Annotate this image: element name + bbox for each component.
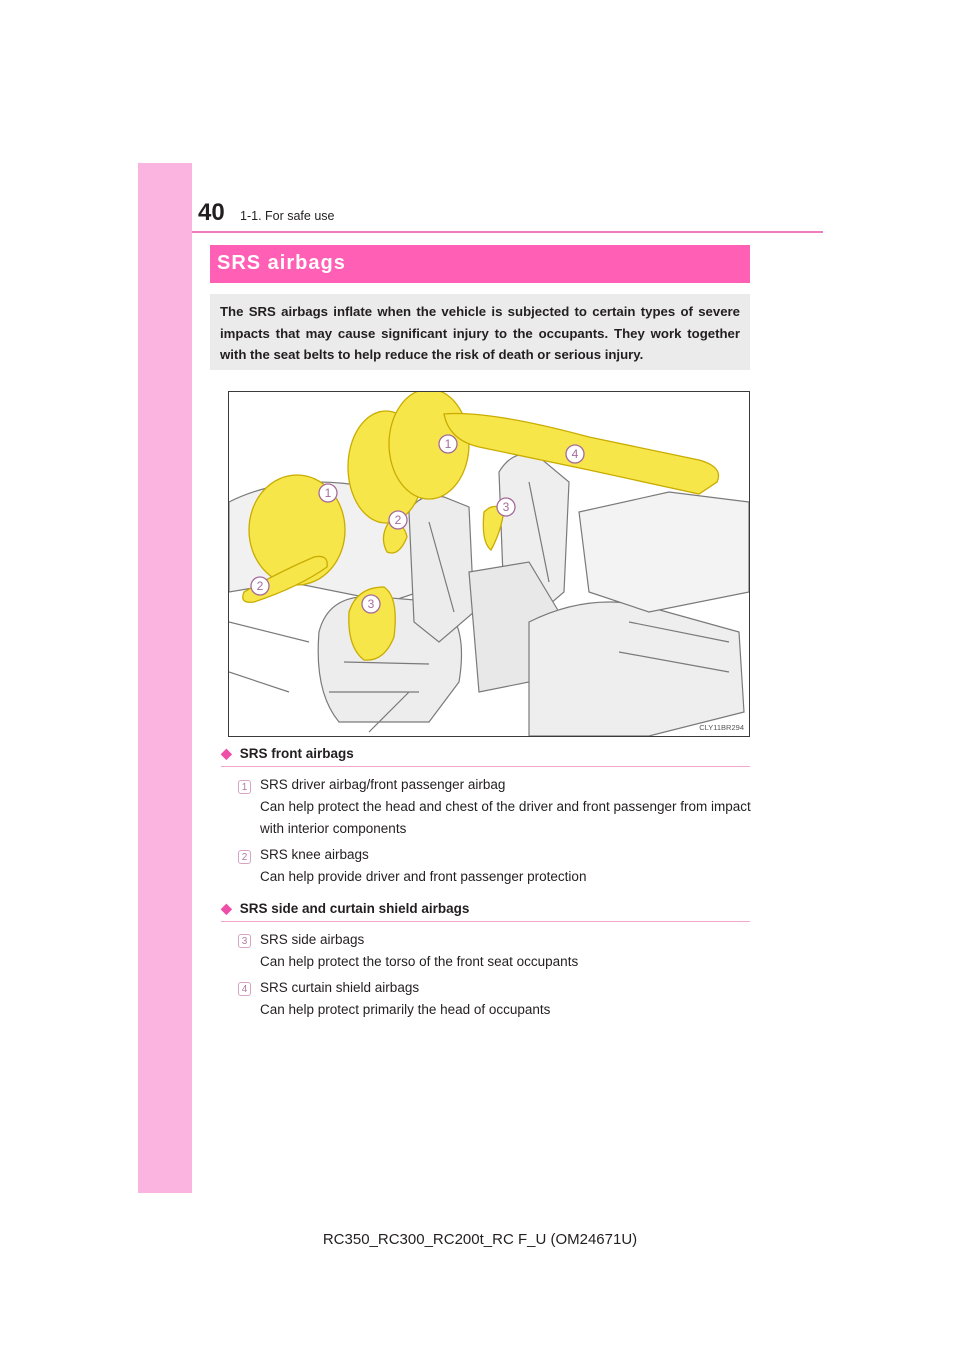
list-item [260,929,752,973]
airbag-diagram [229,392,749,736]
item-description: Can help protect primarily the head of occupants [260,1002,551,1017]
figure-code: CLY11BR294 [699,723,744,732]
subheading-side-curtain-airbags [221,901,469,916]
intro-text: The SRS airbags inflate when the vehicle is subjected to certain types of severe impacts that may cause significant injury to the occupants. They work together with the seat belts to help reduce the risk of death or serious injury. [220,304,740,362]
diamond-bullet-icon: ◆ [221,745,232,761]
page-number: 40 [198,199,225,226]
door-panel-outline [579,492,749,612]
item-title: SRS side airbags [260,932,365,947]
item-description: Can help protect the torso of the front seat occupants [260,954,579,969]
list-item [260,977,752,1021]
item-title: SRS driver airbag/front passenger airbag [260,777,506,792]
item-title: SRS knee airbags [260,847,369,862]
section-label: 1-1. For safe use [240,209,335,223]
item-number-badge: 4 [238,982,251,996]
airbag-illustration [228,391,750,737]
footer-model-code: RC350_RC300_RC200t_RC F_U (OM24671U) [322,1231,638,1248]
item-number-badge: 2 [238,850,251,864]
section-title-bar [210,245,750,283]
callout-label: 4 [571,447,579,461]
list-item [260,844,752,888]
item-number-badge: 3 [238,934,251,948]
subheading-label: SRS side and curtain shield airbags [239,901,470,916]
callout-label: 3 [367,597,375,611]
callout-label: 1 [324,486,332,500]
item-title: SRS curtain shield airbags [260,980,420,995]
subheading-rule [221,921,750,922]
page-title: SRS airbags [217,252,346,274]
callout-label: 1 [444,437,452,451]
subheading-rule [221,766,750,767]
item-description: Can help provide driver and front passenger protection [260,869,587,884]
chapter-side-tab [138,163,192,1193]
intro-box [210,294,750,370]
header-rule [192,231,823,233]
subheading-front-airbags [221,746,354,761]
item-description: Can help protect the head and chest of the driver and front passenger from impact with interior components [260,799,751,836]
item-number-badge: 1 [238,780,251,794]
callout-label: 3 [502,500,510,514]
callout-label: 2 [256,579,264,593]
list-item [260,774,752,840]
callout-label: 2 [394,513,402,527]
diamond-bullet-icon: ◆ [221,900,232,916]
subheading-label: SRS front airbags [239,746,354,761]
